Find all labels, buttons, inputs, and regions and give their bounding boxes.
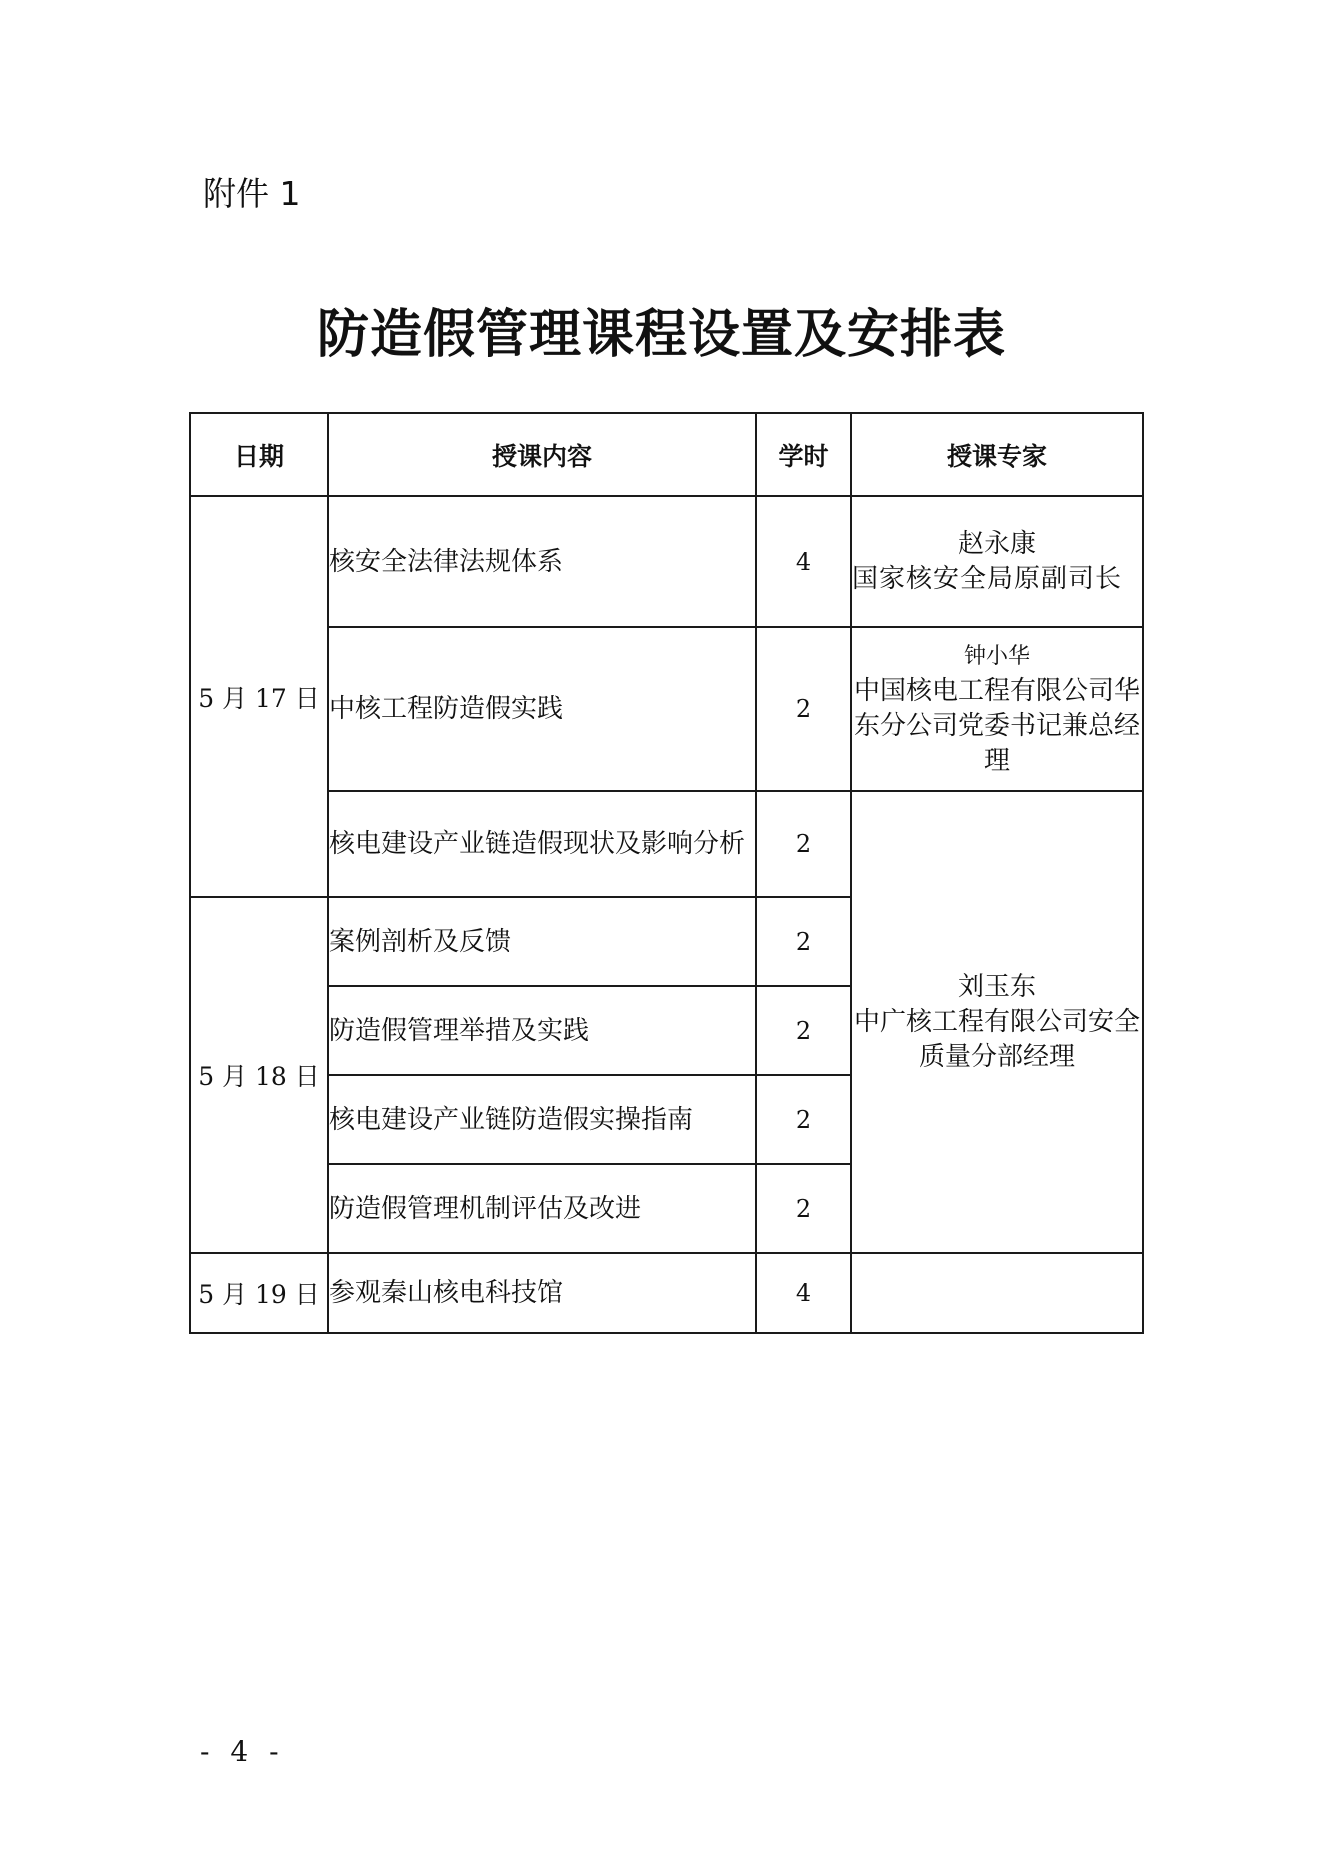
header-date: 日期 — [190, 413, 328, 496]
header-content: 授课内容 — [328, 413, 756, 496]
course-hours: 2 — [756, 1164, 851, 1253]
table-row — [190, 496, 1143, 627]
expert-title: 国家核安全局原副司长 — [852, 563, 1123, 594]
expert-name: 赵永康 — [957, 528, 1036, 559]
course-content: 中核工程防造假实践 — [328, 627, 756, 791]
table-row — [190, 791, 1143, 897]
expert-title: 中广核工程有限公司安全质量分部经理 — [853, 1006, 1140, 1072]
course-content: 参观秦山核电科技馆 — [328, 1253, 756, 1333]
course-content: 核电建设产业链造假现状及影响分析 — [328, 791, 756, 897]
course-hours: 4 — [756, 1253, 851, 1333]
course-content: 核电建设产业链防造假实操指南 — [328, 1075, 756, 1164]
course-hours: 4 — [756, 496, 851, 627]
expert-name: 刘玉东 — [957, 971, 1036, 1002]
expert-cell — [851, 496, 1143, 627]
expert-title: 中国核电工程有限公司华东分公司党委书记兼总经理 — [853, 676, 1140, 776]
course-content: 核安全法律法规体系 — [328, 496, 756, 627]
date-cell: 5 月 18 日 — [190, 897, 328, 1253]
expert-cell-empty — [851, 1253, 1143, 1333]
course-schedule-table — [189, 412, 1144, 1334]
table-row — [190, 1253, 1143, 1333]
page-number: - 4 - — [200, 1735, 285, 1768]
table-header-row — [190, 413, 1143, 496]
attachment-label: 附件 1 — [203, 174, 301, 213]
expert-name: 钟小华 — [963, 644, 1030, 669]
course-hours: 2 — [756, 1075, 851, 1164]
course-hours: 2 — [756, 897, 851, 986]
course-hours: 2 — [756, 627, 851, 791]
course-content: 防造假管理举措及实践 — [328, 986, 756, 1075]
date-cell: 5 月 17 日 — [190, 496, 328, 897]
course-hours: 2 — [756, 986, 851, 1075]
header-expert: 授课专家 — [851, 413, 1143, 496]
table-row — [190, 627, 1143, 791]
date-cell: 5 月 19 日 — [190, 1253, 328, 1333]
document-title: 防造假管理课程设置及安排表 — [316, 304, 1006, 365]
course-content: 防造假管理机制评估及改进 — [328, 1164, 756, 1253]
expert-cell — [851, 627, 1143, 791]
course-hours: 2 — [756, 791, 851, 897]
course-content: 案例剖析及反馈 — [328, 897, 756, 986]
header-hours: 学时 — [756, 413, 851, 496]
expert-cell — [851, 791, 1143, 1253]
